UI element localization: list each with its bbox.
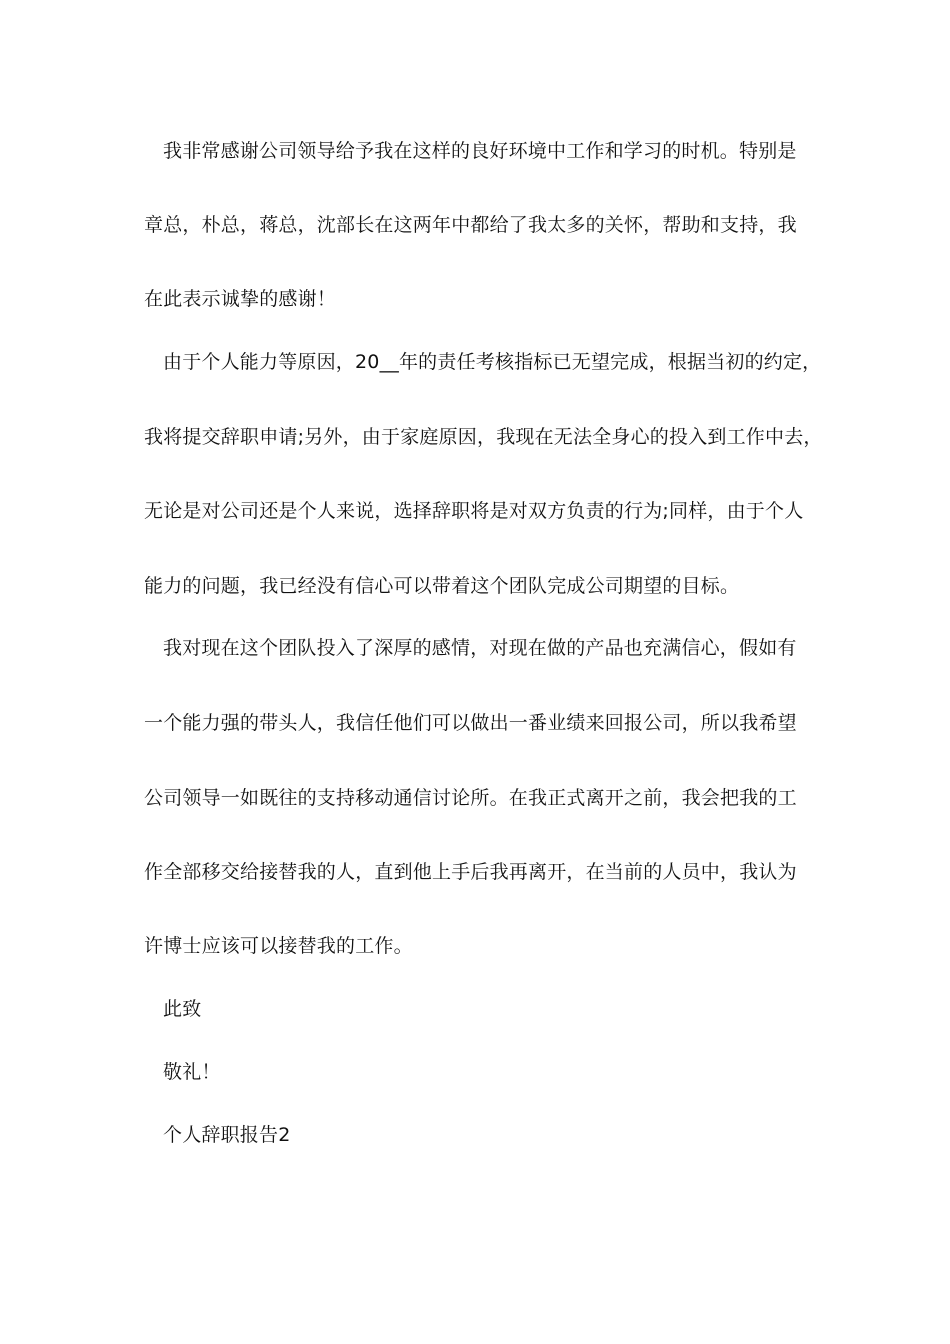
salutation-text: 敬礼！ [163, 1061, 221, 1083]
next-section-heading: 个人辞职报告2 [163, 1124, 291, 1146]
paragraph-3-line-5: 许博士应该可以接替我的工作。 [144, 935, 413, 957]
paragraph-3-line-4: 作全部移交给接替我的人，直到他上手后我再离开，在当前的人员中，我认为 [144, 861, 797, 883]
paragraph-2-line-1: 由于个人能力等原因，20__年的责任考核指标已无望完成，根据当初的约定， [163, 351, 822, 373]
paragraph-2-line-3: 无论是对公司还是个人来说，选择辞职将是对双方负责的行为;同样，由于个人 [144, 500, 804, 522]
paragraph-3-line-3: 公司领导一如既往的支持移动通信讨论所。在我正式离开之前，我会把我的工 [144, 787, 797, 809]
paragraph-1-line-2: 章总，朴总，蒋总，沈部长在这两年中都给了我太多的关怀，帮助和支持，我 [144, 214, 797, 236]
paragraph-2-line-2: 我将提交辞职申请;另外，由于家庭原因，我现在无法全身心的投入到工作中去， [144, 426, 823, 448]
paragraph-3-line-2: 一个能力强的带头人，我信任他们可以做出一番业绩来回报公司，所以我希望 [144, 712, 797, 734]
paragraph-1-line-3: 在此表示诚挚的感谢！ [144, 288, 337, 310]
paragraph-1-line-1: 我非常感谢公司领导给予我在这样的良好环境中工作和学习的时机。特别是 [163, 140, 797, 162]
paragraph-3-line-1: 我对现在这个团队投入了深厚的感情，对现在做的产品也充满信心，假如有 [163, 637, 797, 659]
closing-text: 此致 [163, 998, 202, 1020]
paragraph-2-line-4: 能力的问题，我已经没有信心可以带着这个团队完成公司期望的目标。 [144, 575, 740, 597]
